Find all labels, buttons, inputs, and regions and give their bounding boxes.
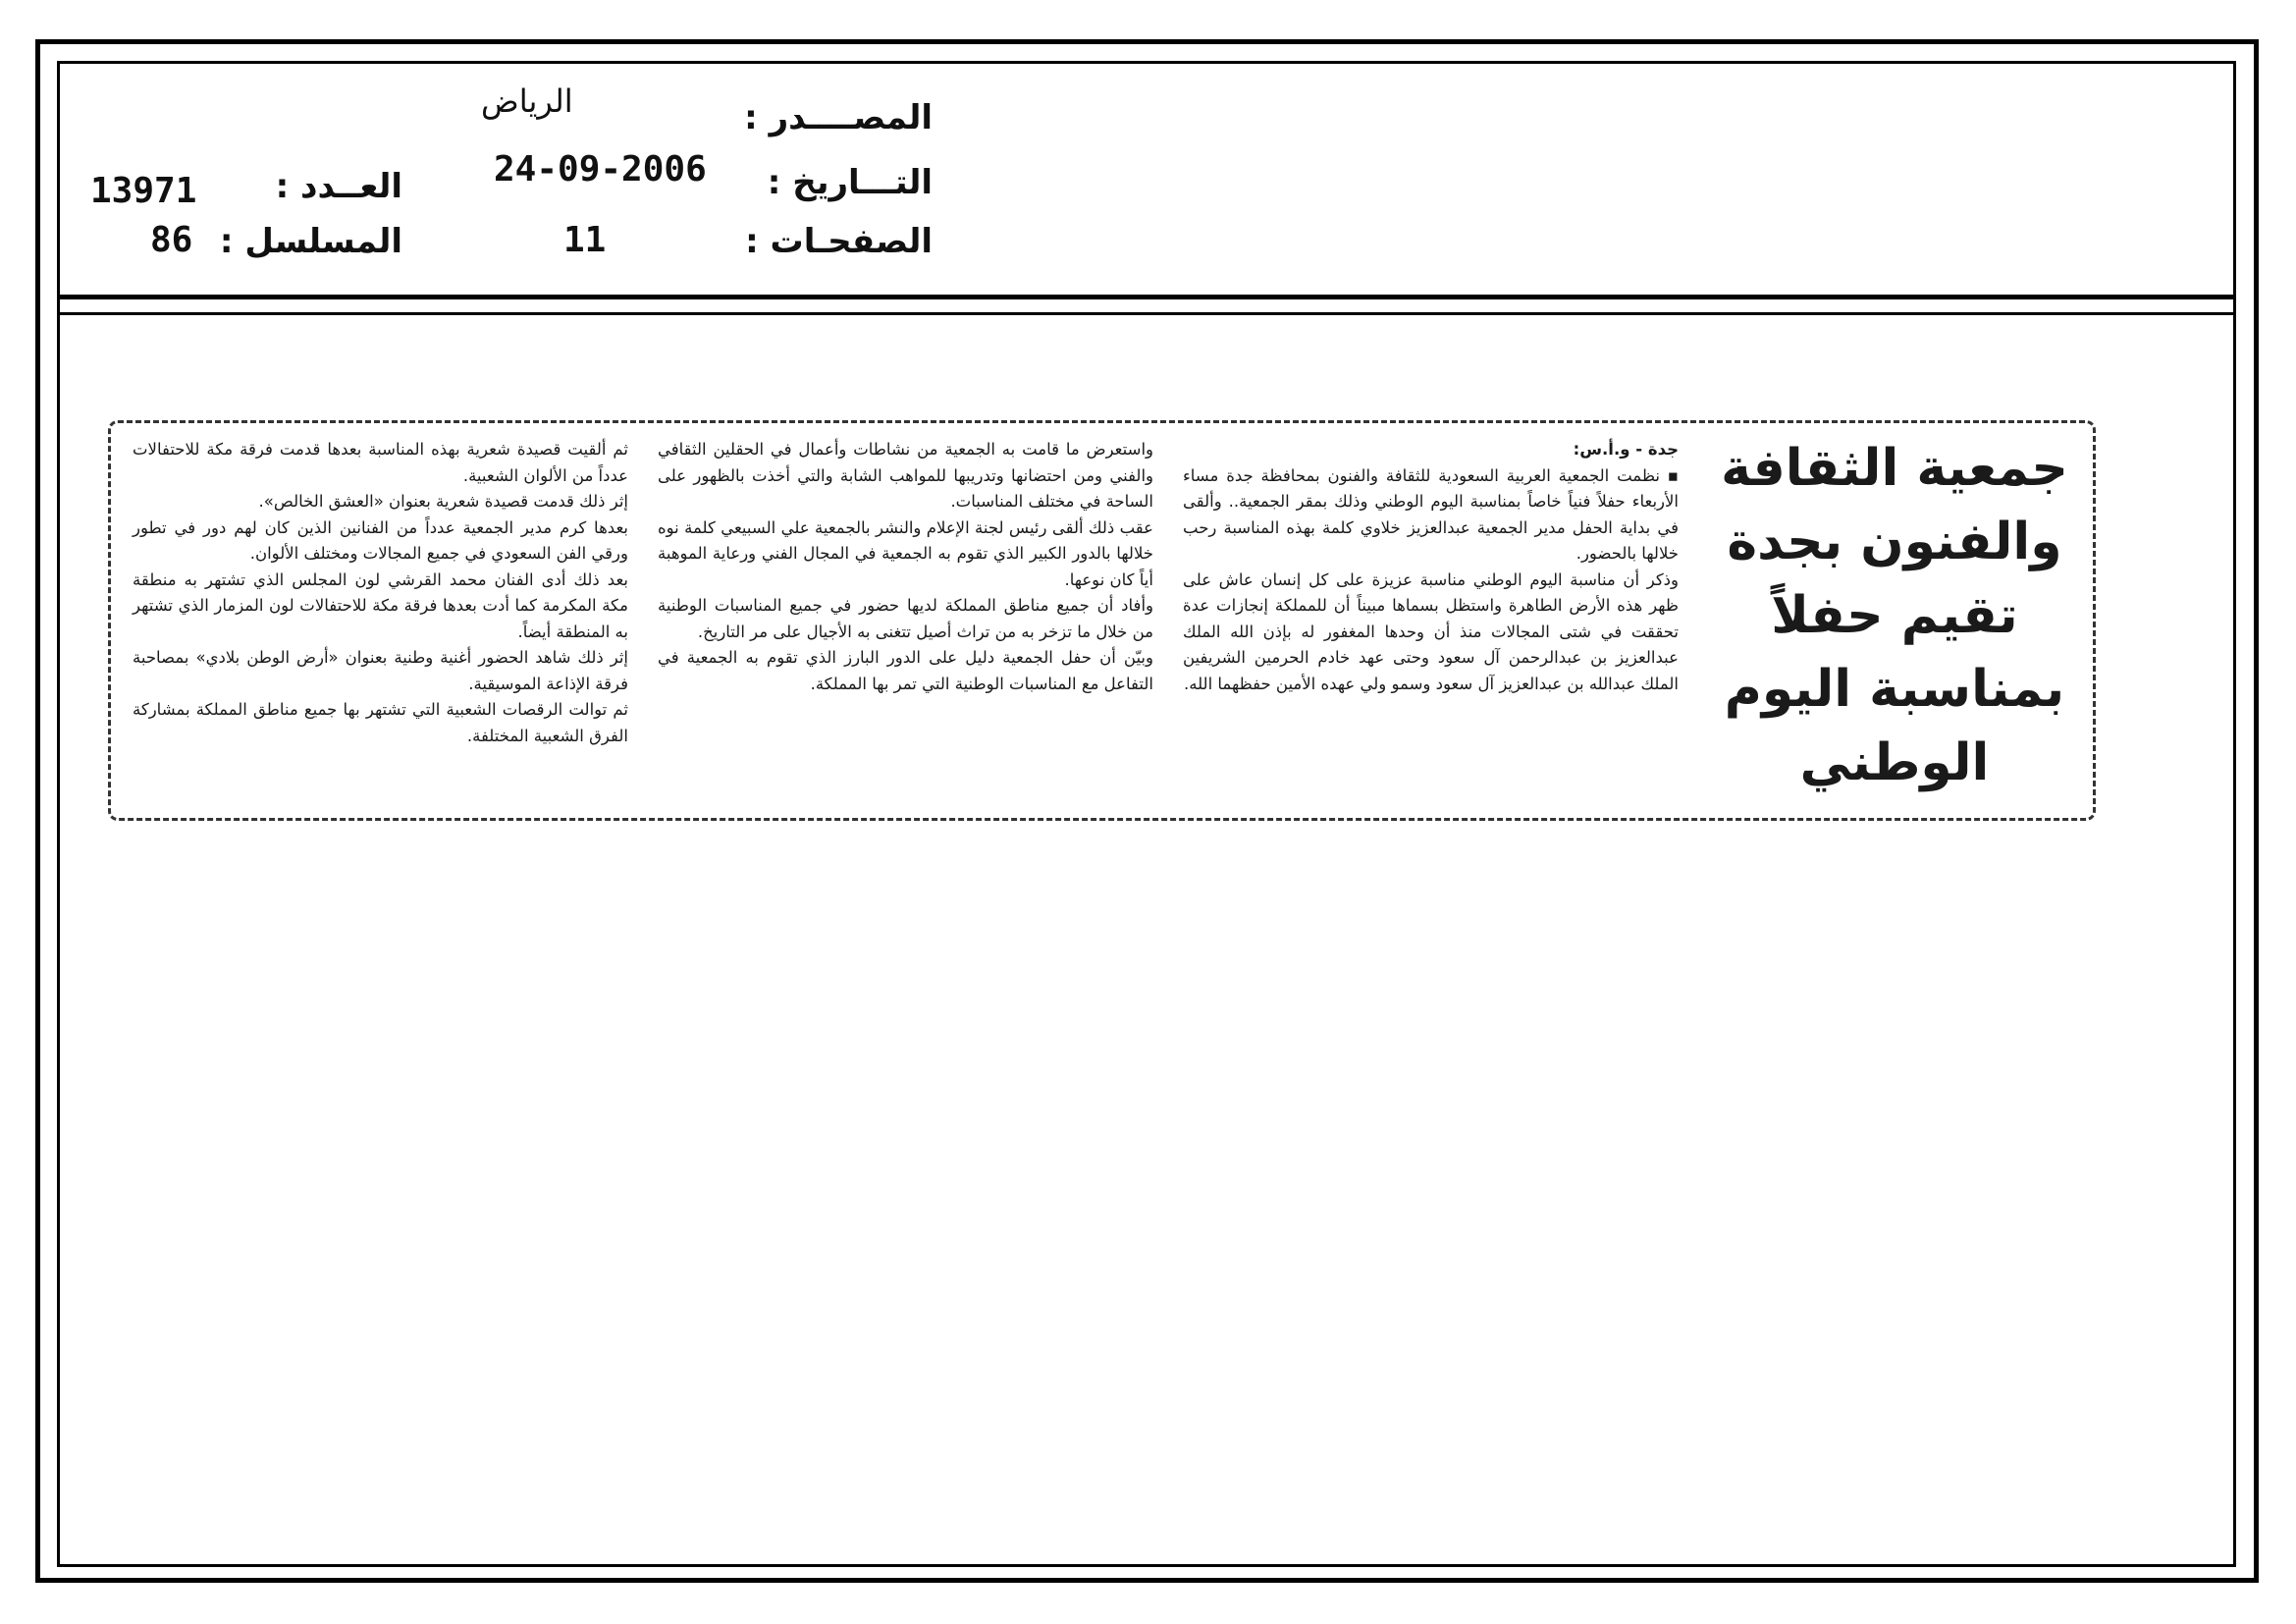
issue-value: 13971 — [90, 171, 197, 211]
article-paragraph: ثم ألقيت قصيدة شعرية بهذه المناسبة بعدها قدمت فرقة مكة للاحتفالات عدداً من الألوان الشعبية. — [133, 440, 628, 485]
article-paragraph: بعد ذلك أدى الفنان محمد القرشي لون المجلس الذي تشتهر به منطقة مكة المكرمة كما أدت بعدها فرقة مكة للاحتفالات لون المزمار الذي تشتهر به المنطقة أيضاً. — [133, 569, 628, 641]
article-paragraph: وبيّن أن حفل الجمعية دليل على الدور البارز الذي تقوم به الجمعية في التفاعل مع المناسبات الوطنية التي تمر بها المملكة. — [658, 648, 1153, 693]
article-column-1 — [1183, 437, 1679, 810]
article-paragraph: ثم توالت الرقصات الشعبية التي تشتهر بها جميع مناطق المملكة بمشاركة الفرق الشعبية المختلفة. — [133, 700, 628, 745]
pages-value: 11 — [563, 220, 607, 260]
article-paragraph: إثر ذلك قدمت قصيدة شعرية بعنوان «العشق الخالص». — [258, 492, 628, 511]
header-divider-thin — [57, 312, 2236, 315]
pages-label: الصفحـات : — [745, 222, 933, 261]
article-paragraph: ▪ نظمت الجمعية العربية السعودية للثقافة والفنون بمحافظة جدة مساء الأربعاء حفلاً فنياً خاصاً بمناسبة اليوم الوطني وذلك بمقر الجمعية.. وألقى في بداية الحفل مدير الجمعية عبدالعزيز خلاوي كلمة بهذه المناسبة رحب خلالها بالحضور. — [1183, 465, 1679, 563]
article-dateline: جدة - و.أ.س: — [1573, 440, 1679, 459]
date-label: التـــاريخ : — [767, 163, 933, 202]
headline-line: تقيم حفلاً — [1771, 586, 2018, 645]
date-value: 24-09-2006 — [494, 149, 707, 189]
header-divider-thick — [57, 295, 2236, 299]
article-paragraph: بعدها كرم مدير الجمعية عدداً من الفنانين الذين كان لهم دور في تطور ورقي الفن السعودي في جميع المجالات ومختلف الألوان. — [133, 517, 628, 563]
article-paragraph: عقب ذلك ألقى رئيس لجنة الإعلام والنشر بالجمعية علي السبيعي كلمة نوه خلالها بالدور الكبير الذي تقوم به الجمعية في المجال الفني ورعاية الموهبة أياً كان نوعها. — [658, 517, 1153, 589]
headline-line: والفنون بجدة — [1727, 513, 2062, 571]
headline-line: الوطني — [1799, 733, 1990, 792]
article-paragraph: واستعرض ما قامت به الجمعية من نشاطات وأعمال في الحقلين الثقافي والفني ومن احتضانها وتدريبها للمواهب الشابة والتي أخذت بالظهور على الساحة في مختلف المناسبات. — [658, 440, 1153, 511]
serial-label: المسلسل : — [219, 222, 402, 261]
headline-line: بمناسبة اليوم — [1724, 660, 2065, 719]
serial-value: 86 — [150, 220, 193, 260]
source-value: الرياض — [481, 82, 573, 120]
article-paragraph: إثر ذلك شاهد الحضور أغنية وطنية بعنوان «أرض الوطن بلادي» بمصاحبة فرقة الإذاعة الموسيقية. — [133, 648, 628, 693]
article-paragraph: وأفاد أن جميع مناطق المملكة لديها حضور في جميع المناسبات الوطنية من خلال ما تزخر به من تراث أصيل تتغنى به الأجيال على مر التاريخ. — [658, 596, 1153, 641]
headline-line: جمعية الثقافة — [1721, 439, 2068, 498]
issue-label: العــدد : — [275, 167, 402, 206]
article-column-3 — [133, 437, 628, 810]
source-label: المصــــدر : — [744, 98, 933, 137]
article-paragraph: وذكر أن مناسبة اليوم الوطني مناسبة عزيزة على كل إنسان عاش على ظهر هذه الأرض الطاهرة واستظل بسماها مبيناً أن للمملكة إنجازات عدة تحققت في شتى المجالات منذ أن وحدها المغفور له بإذن الله الملك عبدالعزيز بن عبدالرحمن آل سعود وحتى عهد خادم الحرمين الشريفين الملك عبدالله بن عبدالعزيز آل سعود وسمو ولي عهده الأمين حفظهما الله. — [1183, 569, 1679, 693]
article-column-2 — [658, 437, 1153, 810]
article-headline — [1708, 432, 2081, 815]
